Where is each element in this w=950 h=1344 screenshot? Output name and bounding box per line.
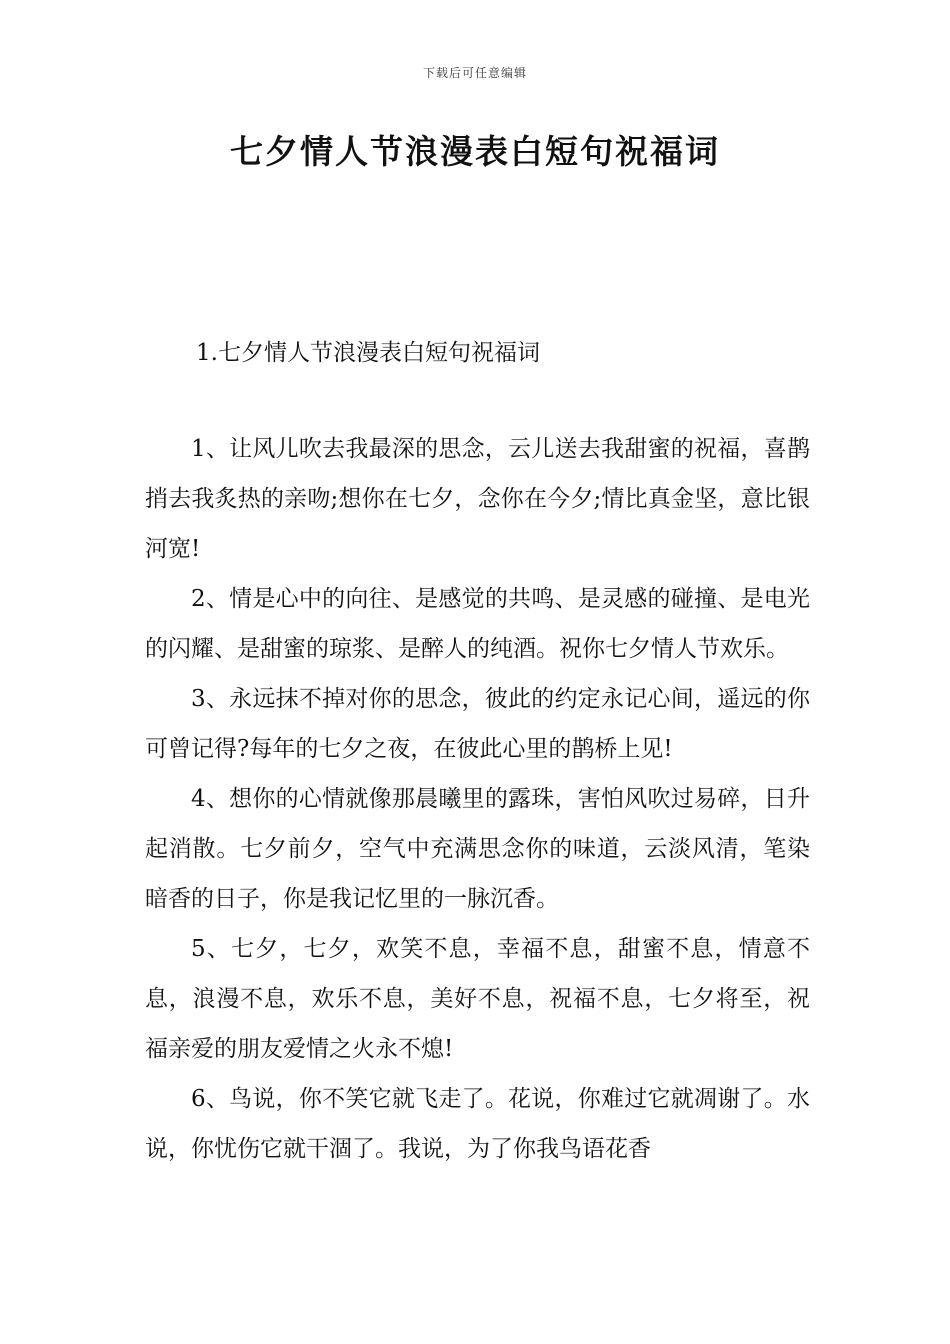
paragraph: 6、鸟说，你不笑它就飞走了。花说，你难过它就凋谢了。水说，你忧伤它就干涸了。我说，为了你我鸟语花香 (145, 1086, 810, 1162)
paragraph: 1、让风儿吹去我最深的思念，云儿送去我甜蜜的祝福，喜鹊捎去我炙热的亲吻;想你在七夕，念你在今夕;情比真金坚，意比银河宽! (145, 436, 810, 562)
body-text (145, 424, 810, 1174)
paragraph: 2、情是心中的向往、是感觉的共鸣、是灵感的碰撞、是电光的闪耀、是甜蜜的琼浆、是醉人的纯酒。祝你七夕情人节欢乐。 (145, 586, 810, 662)
paragraph: 5、七夕，七夕，欢笑不息，幸福不息，甜蜜不息，情意不息，浪漫不息，欢乐不息，美好不息，祝福不息，七夕将至，祝福亲爱的朋友爱情之火永不熄! (145, 936, 810, 1062)
paragraph: 3、永远抹不掉对你的思念，彼此的约定永记心间，遥远的你可曾记得?每年的七夕之夜，在彼此心里的鹊桥上见! (145, 686, 810, 762)
page-title: 七夕情人节浪漫表白短句祝福词 (230, 132, 720, 171)
paragraph: 4、想你的心情就像那晨曦里的露珠，害怕风吹过易碎，日升起消散。七夕前夕，空气中充满思念你的味道，云淡风清，笔染暗香的日子，你是我记忆里的一脉沉香。 (145, 786, 810, 912)
section-heading: 1.七夕情人节浪漫表白短句祝福词 (196, 340, 540, 366)
header-note: 下载后可任意编辑 (422, 66, 527, 80)
